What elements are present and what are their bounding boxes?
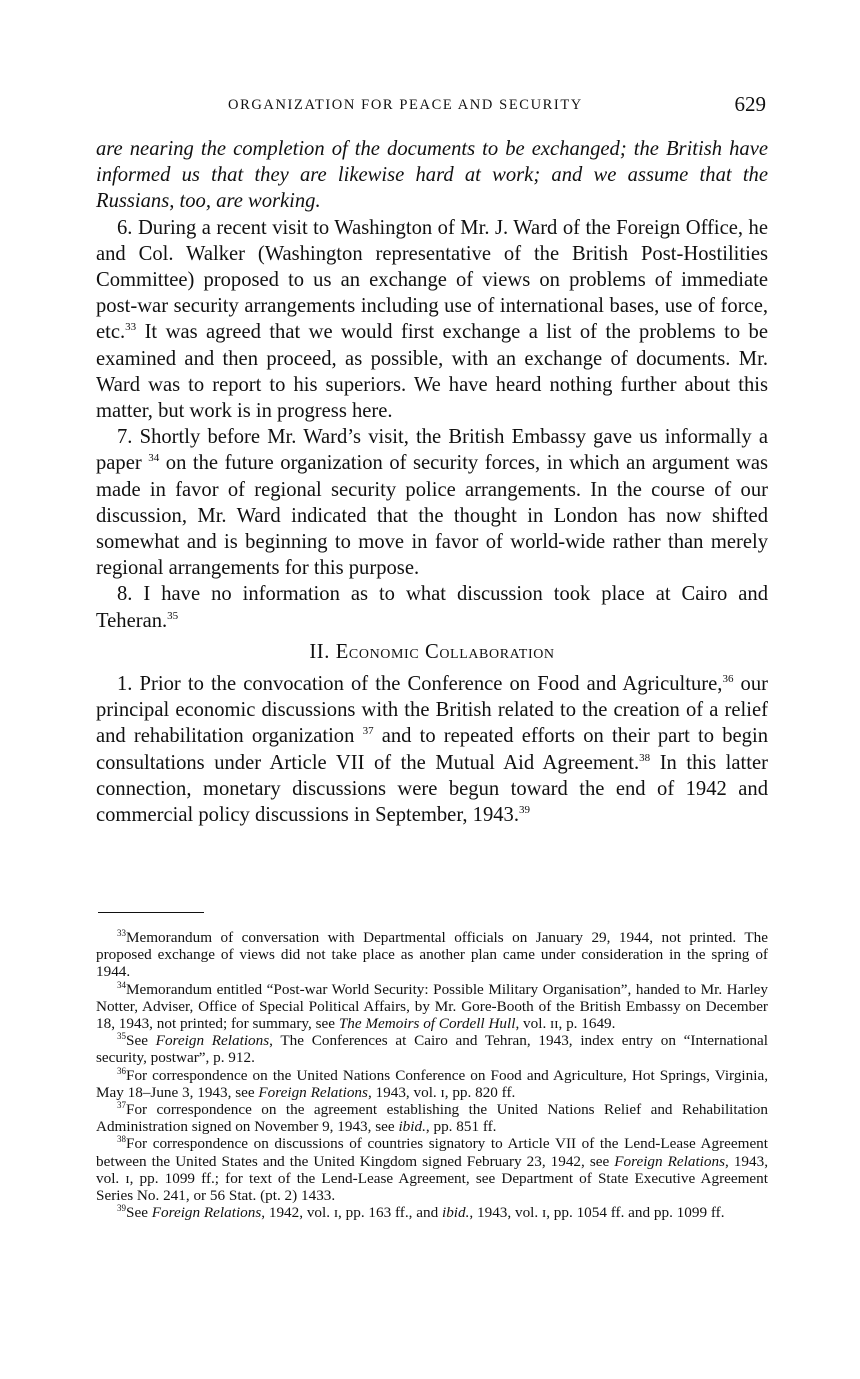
footnote-36-italic: Foreign Relations bbox=[258, 1083, 368, 1101]
footnote-38-number: 38 bbox=[117, 1134, 126, 1145]
footnote-37-number: 37 bbox=[117, 1099, 126, 1110]
footnote-34-text-b: , vol. ɪɪ, p. 1649. bbox=[515, 1015, 616, 1033]
footnote-ref-36: 36 bbox=[722, 673, 734, 686]
footnote-39-text-a: See bbox=[126, 1204, 152, 1222]
footnote-36 bbox=[96, 1067, 768, 1101]
footnote-34-italic: The Memoirs of Cordell Hull bbox=[338, 1015, 516, 1033]
footnote-39-italic-b: ibid. bbox=[441, 1204, 470, 1222]
page-header bbox=[96, 92, 768, 122]
footnote-39-italic-a: Foreign Relations bbox=[151, 1204, 262, 1222]
footnote-35-number: 35 bbox=[117, 1031, 126, 1042]
footnote-39-text-b: , 1942, vol. ɪ, pp. 163 ff., and bbox=[261, 1204, 442, 1222]
footnote-ref-39: 39 bbox=[519, 804, 530, 817]
footnote-ref-38: 38 bbox=[639, 751, 651, 764]
paragraph-7 bbox=[96, 424, 768, 581]
footnote-36-text-a: For correspondence on the United Nations Conference on Food and Agriculture, Hot Springs, Virginia, May 18–June 3, 1943, see bbox=[96, 1066, 768, 1101]
footnote-36-number: 36 bbox=[117, 1065, 126, 1076]
footnote-39-text-c: , 1943, vol. ɪ, pp. 1054 ff. and pp. 1099 ff. bbox=[469, 1204, 725, 1222]
running-head: ORGANIZATION FOR PEACE AND SECURITY bbox=[228, 97, 583, 113]
paragraph-7-text: 7. Shortly before Mr. Ward’s visit, the British Embassy gave us informally a paper bbox=[96, 426, 768, 475]
footnote-35 bbox=[96, 1032, 768, 1066]
footnote-38-text-a: For correspondence on discussions of countries signatory to Article VII of the Lend-Lease Agreement between the United States and the United Kingdom signed February 23, 1942, see bbox=[96, 1135, 768, 1170]
paragraph-6 bbox=[96, 215, 768, 425]
economic-paragraph-1-c: and to repeated efforts on their part to begin consultations under Article VII of the Mutual Aid Agreement. bbox=[96, 725, 768, 774]
footnote-33 bbox=[96, 929, 768, 981]
footnote-37 bbox=[96, 1101, 768, 1135]
footnote-37-text-b: , pp. 851 ff. bbox=[425, 1118, 497, 1136]
footnote-38-italic: Foreign Relations bbox=[614, 1152, 726, 1170]
continuation-paragraph: are nearing the completion of the documents to be exchanged; the British have informed us that they are likewise hard at work; and we assume that the Russians, too, are working. bbox=[96, 138, 768, 213]
economic-paragraph-1-d: In this latter connection, monetary discussions were begun toward the end of 1942 and commercial policy discussions in September, 1943. bbox=[96, 751, 768, 827]
paragraph-7-rest: on the future organization of security forces, in which an argument was made in favor of regional security police arrangements. In the course of our discussion, Mr. Ward indicated that the thought in London has now shifted somewhat and is beginning to move in favor of world-wide rather than merely regional arrangements for this purpose. bbox=[96, 452, 768, 580]
paragraph-6-text: 6. During a recent visit to Washington of Mr. J. Ward of the Foreign Office, he and Col. Walker (Washington representative of the British Post-Hostilities Committee) proposed to us an exchange of views on problems of immediate post-war security arrangements including use of international bases, use of force, etc. bbox=[96, 216, 768, 344]
footnote-38-text-b: , 1943, vol. ɪ, pp. 1099 ff.; for text of the Lend-Lease Agreement, see Department of State Executive Agreement Series No. 241, or 56 Stat. (pt. 2) 1433. bbox=[96, 1152, 769, 1205]
footnote-39 bbox=[96, 1204, 768, 1221]
footnote-ref-33: 33 bbox=[125, 321, 137, 334]
body-text bbox=[96, 136, 768, 828]
footnote-34-text-a: Memorandum entitled “Post-war World Security: Possible Military Organisation”, handed to Mr. Harley Notter, Adviser, Office of Special Political Affairs, by Mr. Gore-Booth of the British Embassy on December 18, 1943, not printed; for summary, see bbox=[96, 980, 768, 1033]
footnotes bbox=[96, 929, 768, 1221]
footnote-39-number: 39 bbox=[117, 1203, 126, 1214]
footnote-38 bbox=[96, 1135, 768, 1204]
paragraph-8-text: 8. I have no information as to what discussion took place at Cairo and Teheran. bbox=[96, 583, 768, 632]
footnote-37-italic: ibid. bbox=[398, 1118, 426, 1136]
footnote-33-number: 33 bbox=[117, 927, 126, 938]
footnote-ref-35: 35 bbox=[167, 609, 179, 622]
paragraph-6-rest: It was agreed that we would first exchange a list of the problems to be examined and then proceed, as possible, with an exchange of documents. Mr. Ward was to report to his superiors. We have heard nothing further about this matter, but work is in progress here. bbox=[96, 321, 768, 423]
footnote-37-text-a: For correspondence on the agreement establishing the United Nations Relief and Rehabilitation Administration signed on November 9, 1943, see bbox=[96, 1101, 768, 1136]
economic-paragraph-1 bbox=[96, 671, 768, 828]
footnote-divider bbox=[98, 912, 204, 913]
footnote-33-text: Memorandum of conversation with Departmental officials on January 29, 1944, not printed. The proposed exchange of views did not take place as another plan came under consideration in the spring of 1944. bbox=[96, 929, 768, 981]
footnote-35-text-b: , The Conferences at Cairo and Tehran, 1943, index entry on “International security, postwar”, p. 912. bbox=[96, 1032, 768, 1067]
footnote-34 bbox=[96, 981, 768, 1033]
footnote-36-text-b: , 1943, vol. ɪ, pp. 820 ff. bbox=[367, 1083, 516, 1101]
footnote-35-italic: Foreign Relations bbox=[155, 1032, 270, 1050]
footnote-ref-37: 37 bbox=[362, 725, 374, 738]
footnote-34-number: 34 bbox=[117, 979, 126, 990]
economic-paragraph-1-b: our principal economic discussions with the British related to the creation of a relief and rehabilitation organization bbox=[96, 673, 768, 748]
footnote-35-text-a: See bbox=[126, 1032, 156, 1050]
section-heading: II. Economic Collaboration bbox=[309, 640, 555, 663]
economic-paragraph-1-a: 1. Prior to the convocation of the Conference on Food and Agriculture, bbox=[117, 673, 723, 696]
footnote-ref-34: 34 bbox=[148, 452, 160, 465]
page-number: 629 bbox=[734, 92, 766, 116]
paragraph-8 bbox=[96, 581, 768, 633]
